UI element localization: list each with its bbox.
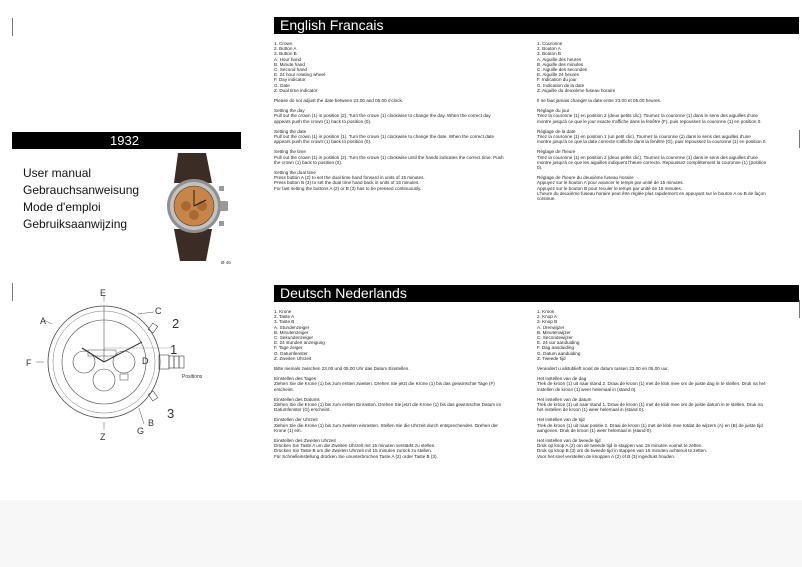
parts-list-item: Z. Zweiten Uhrzeit	[274, 355, 312, 361]
manual-title: Gebrauchsanweisung	[23, 183, 140, 197]
section-header: English Francais	[274, 17, 799, 34]
instruction-section	[274, 438, 529, 459]
parts-list	[537, 41, 799, 93]
parts-list-item: C. Aiguille des secondes	[537, 67, 588, 73]
parts-list-item: B. Minutenwijzer	[537, 329, 571, 335]
instruction-title: Het instellen van de tweede tijd	[537, 438, 601, 444]
instruction-section	[537, 417, 799, 433]
instruction-line: appears push the crown (1) back to position (0).	[274, 139, 372, 145]
crop-mark	[12, 283, 13, 301]
instruction-section	[537, 149, 799, 170]
parts-list-item: E. 24 stunden anzeigung	[274, 340, 325, 346]
english-column	[274, 41, 529, 196]
instruction-title: Het instellen van de datum	[537, 396, 592, 402]
instruction-title: Réglage de l'heure du deuxième fuseau horaire	[537, 175, 634, 181]
left-panel	[0, 0, 178, 567]
francais-column	[537, 41, 799, 206]
diagram-label: D	[142, 356, 149, 366]
positions-label: Positions	[182, 374, 203, 380]
parts-list-item: Z. Tweede tijd	[537, 355, 566, 361]
adjust-note	[537, 366, 799, 371]
adjust-note-text: Il ne faut jamais changer la date entre 23.00 et 05.00 heures.	[537, 98, 662, 104]
parts-list-item: B. Minute hand	[274, 61, 305, 67]
parts-list-item: F. Indication du jour	[537, 77, 577, 83]
instruction-title: Einstellen des Zweiten Uhrzeit	[274, 438, 336, 444]
instruction-line: Trek de kroon (1) uit naar stand 1. Draai de kroon (1) met de klok mee om de juiste datum in te stellen. Druk na	[537, 402, 763, 408]
instruction-line: het instellen de kroon (1) weer helemaal in (stand 0).	[537, 407, 645, 413]
parts-list-item: 1. Kroon	[537, 309, 555, 314]
instruction-line: Press button A (2) to set the dual time hand forward in units of 15 minutes.	[274, 175, 425, 181]
instruction-line: montre jusqu'à ce que la date correcte s'affiche dans la fenêtre (G), puis repoussez la couronne (1) en position 0.	[537, 139, 767, 145]
manual-title: Gebruiksaanwijzing	[23, 217, 128, 231]
instruction-line: Druk op knop A (2) om de tweede tijd in stappen van 15 minuten vooruit te zetten.	[537, 443, 703, 449]
instruction-line: Pull out the crown (1) in position (2). Turn the crown (1) clockwise until the hands indicates the correct time. Push	[274, 154, 504, 160]
section-header: Deutsch Nederlands	[274, 285, 799, 302]
instruction-line: Tirez la couronne (1) en position 2 (deux petits clic). Tournez la couronne (1) dans le sens des aiguilles d'une	[537, 113, 758, 119]
instruction-line: Trek de kroon (1) uit naar positie 2. Draai de kroon (1) met de klok mee totdat de wijzers (A) en (B) de juiste tijd	[537, 422, 763, 428]
instruction-section	[274, 170, 529, 191]
instruction-line: Ziehen Sie die Krone (1) bis zum ersten zweiten. Drehen Sie jetzt die Krone (1) bis das gewünschte Tage (F)	[274, 381, 495, 387]
instruction-line: Datumfenster (G) erscheint.	[274, 407, 331, 413]
instruction-section	[537, 175, 799, 201]
bottom-margin	[0, 500, 802, 567]
parts-list-item: 3. Button B	[274, 51, 297, 57]
instruction-section	[537, 397, 799, 413]
instruction-line: erscheint.	[274, 386, 294, 392]
instruction-line: Tirez la couronne (1) en position 2 (deux petits clic). Tournez la couronne (1) dans le sens des aiguilles d'une	[537, 154, 758, 160]
crop-mark	[799, 130, 800, 148]
instruction-section	[537, 129, 799, 145]
instruction-title: Einstellen des Tages	[274, 376, 317, 382]
instruction-title: Setting the time	[274, 149, 306, 155]
diagram-label: Z	[100, 432, 106, 440]
parts-list-item: 1. Couronne	[537, 41, 563, 46]
parts-list	[274, 41, 529, 93]
parts-list-item: E. Aiguille 24 heures	[537, 72, 579, 78]
instruction-title: Setting the date	[274, 128, 307, 134]
instruction-section	[274, 149, 529, 165]
instruction-line: the crown (1) back to position (0).	[274, 159, 343, 165]
parts-list-item: G. Datum aanduiding	[537, 350, 581, 356]
parts-list-item: C. Secondewijzer	[537, 335, 573, 341]
diagram-label: G	[137, 426, 145, 436]
diagram-label: B	[148, 418, 155, 428]
parts-list-item: 2. Bouton A	[537, 46, 561, 52]
parts-list-item: 2. Button A	[274, 46, 297, 52]
diagram-label: 2	[172, 316, 180, 331]
instruction-title: Réglage de l'heure	[537, 149, 576, 155]
parts-list-item: 3. Knop B	[537, 319, 558, 325]
instruction-line: For fast setting the buttons A (2) or B (3) has to be pressed continuously.	[274, 185, 422, 191]
instruction-title: Réglage du jour	[537, 108, 570, 114]
year-banner	[12, 132, 241, 149]
parts-list-item: A. Urenwijzer	[537, 324, 565, 330]
instruction-line: Drücken Sie Taste A um die Zweiten Uhrzeit mit 15 minuten verstärkt zu stellen.	[274, 443, 436, 449]
parts-list-item: A. Aiguille des heures	[537, 56, 582, 62]
deutsch-column	[274, 309, 529, 464]
instruction-title: Einstellen der Uhrzeit	[274, 417, 318, 423]
adjust-note-text: Please do not adjust the date between 23.00 and 05.00 o'clock.	[274, 98, 404, 104]
instruction-line: Trek de kroon (1) uit naar stand 2. Draai de kroon (1) met de klok mee om de juiste dag in te stellen. Druk na het	[537, 381, 766, 387]
instruction-line: Tirez la couronne (1) en position 1 (un petit clic). Tournez la couronne (1) dans le sens des aiguilles d'une	[537, 134, 751, 140]
adjust-note-text: Verandert u alstublieft nooit de datum tussen 23.00 en 05.00 uur.	[537, 366, 669, 372]
diagram-label: 1	[170, 342, 178, 357]
parts-list-item: B. Aiguille des minutes	[537, 61, 584, 67]
instruction-line: L'heure du deuxième fuseau horaire peut être réglée plus rapidement en appuyant sur le bouton A ou B de façon	[537, 190, 766, 196]
instruction-line: Für Schnelleinstellung drücken Sie ununterbrochen Taste A (2) order Taste B (3).	[274, 453, 438, 459]
adjust-note	[274, 366, 529, 371]
adjust-note	[274, 98, 529, 103]
instruction-line: montre jusqu'à ce que le jour exacte s'affiche dans la fenêtre (F), puis repoussez la couronne (1) en position 0.	[537, 118, 762, 124]
instruction-title: Réglage de la date	[537, 128, 576, 134]
parts-list-item: F. Day indicator	[274, 77, 306, 83]
diagram-label: C	[155, 306, 162, 316]
photo-caption: Ø 46	[221, 260, 231, 265]
instruction-section	[537, 438, 799, 459]
parts-list-item: F. Dag aanduiding	[537, 345, 575, 351]
parts-list-item: E. 24 uur aanduiding	[537, 340, 580, 346]
parts-list-item: 1. Krone	[274, 309, 292, 314]
instruction-line: Ziehen Sie die Krone (1) bis zum zweiten einrasten. Stellen Sie die Uhrzeit durch entsprechendes. Drehen der	[274, 422, 498, 428]
instruction-line: appears push the crown (1) back to position (0).	[274, 118, 372, 124]
instruction-line: Pull out the crown (1) in position (1). Turn the crown (1) clockwise to change the date. When the correct date	[274, 134, 495, 140]
diagram-label: 3	[167, 406, 175, 421]
parts-list-item: E. 24 hour rotating wheel	[274, 72, 326, 78]
adjust-note	[537, 98, 799, 103]
parts-list-item: F. Tage zeiger	[274, 345, 303, 351]
instruction-title: Het instellen van de tijd	[537, 417, 585, 423]
instruction-section	[274, 376, 529, 392]
parts-list	[274, 309, 529, 361]
parts-list-item: 3. Taste B	[274, 319, 295, 325]
instruction-line: Appuyez sur le bouton B pour reculer le temps par unité de 15 minutes.	[537, 185, 683, 191]
instruction-title: Het instellen van de dag	[537, 376, 587, 382]
instruction-section	[274, 108, 529, 124]
watch-photo	[160, 153, 236, 261]
instruction-line: Appuyez sur le bouton A pour avancer le temps par unité de 15 minutes.	[537, 180, 684, 186]
parts-list-item: 1. Crown	[274, 41, 293, 46]
instruction-line: Druk op knop B (3) om de tweede tijd in stappen van 15 minuten achteruit te zetten.	[537, 448, 708, 454]
instruction-section	[274, 129, 529, 145]
parts-list-item: 3. Bouton B	[537, 51, 562, 57]
parts-list-item: G. Date	[274, 82, 290, 88]
instruction-title: Setting the day	[274, 108, 305, 114]
instruction-title: Setting the dual time	[274, 170, 316, 176]
parts-list-item: C. Second hand	[274, 67, 307, 73]
instruction-section	[274, 417, 529, 433]
instruction-line: instellen de kroon (1) weer helemaal in (stand 0).	[537, 386, 637, 392]
manual-titles	[23, 165, 139, 233]
parts-list-item: Z. Aiguille du deuxième fuseau horaire	[537, 87, 616, 93]
instruction-line: 0).	[537, 165, 543, 171]
instruction-line: continue.	[537, 196, 556, 202]
instruction-line: Voor het snel verstellen de knoppen A (2) of B (3) ingedrukt houden.	[537, 453, 676, 459]
instruction-section	[537, 376, 799, 392]
diagram-label: A	[40, 316, 47, 326]
instruction-title: Einstellen des Datums	[274, 396, 320, 402]
instruction-line: Ziehen Sie die Krone (1) bis zum ersten Einrasten. Drehen Sie jetzt die Krone (1) bis das gewünschte Datum im	[274, 402, 502, 408]
manual-title: User manual	[23, 166, 92, 180]
instruction-line: Pull out the crown (1) in position (2). Turn the crown (1) clockwise to change the day. When the correct day	[274, 113, 491, 119]
parts-list-item: B. Minutenzeiger	[274, 329, 309, 335]
year-label: 1932	[110, 133, 139, 148]
instruction-line: Press button B (3) to set the dual time hand back in units of 15 minutes.	[274, 180, 420, 186]
nederlands-column	[537, 309, 799, 464]
parts-list-item: A. Stundenzeiger	[274, 324, 310, 330]
crop-mark	[12, 18, 13, 36]
parts-list-item: 2. Knop A	[537, 314, 557, 320]
parts-list	[537, 309, 799, 361]
parts-list-item: 2. Taste A	[274, 314, 295, 320]
instruction-line: aangeven. Druk de kroon (1) weer helemaal in (stand 0).	[537, 427, 653, 433]
crop-mark	[799, 300, 800, 318]
adjust-note-text: Bitte niemals zwischen 23.00 und 05.00 Uhr das Datum Einstellen.	[274, 366, 410, 372]
parts-list-item: G. Datumfenster	[274, 350, 308, 356]
parts-list-item: Z. Dual time indicator	[274, 87, 318, 93]
instruction-line: Drücken Sie Taste B um die Zweiten Uhrzeit mit 15 minuten zurück zu stellen.	[274, 448, 432, 454]
instruction-section	[537, 108, 799, 124]
manual-title: Mode d'emploi	[23, 200, 101, 214]
watch-diagram	[22, 288, 212, 440]
diagram-label: F	[26, 358, 32, 368]
parts-list-item: G. Indication de la date	[537, 82, 585, 88]
diagram-label: E	[100, 288, 107, 298]
parts-list-item: A. Hour hand	[274, 56, 302, 62]
parts-list-item: C. Sekundenzeiger	[274, 335, 314, 341]
instruction-line: Krone (1) ein.	[274, 427, 302, 433]
instruction-section	[274, 397, 529, 413]
instruction-line: montre jusqu'à ce que les aiguilles indiquent l'heure correcte. Repoussez complètement la couronne (1) (position	[537, 159, 767, 165]
